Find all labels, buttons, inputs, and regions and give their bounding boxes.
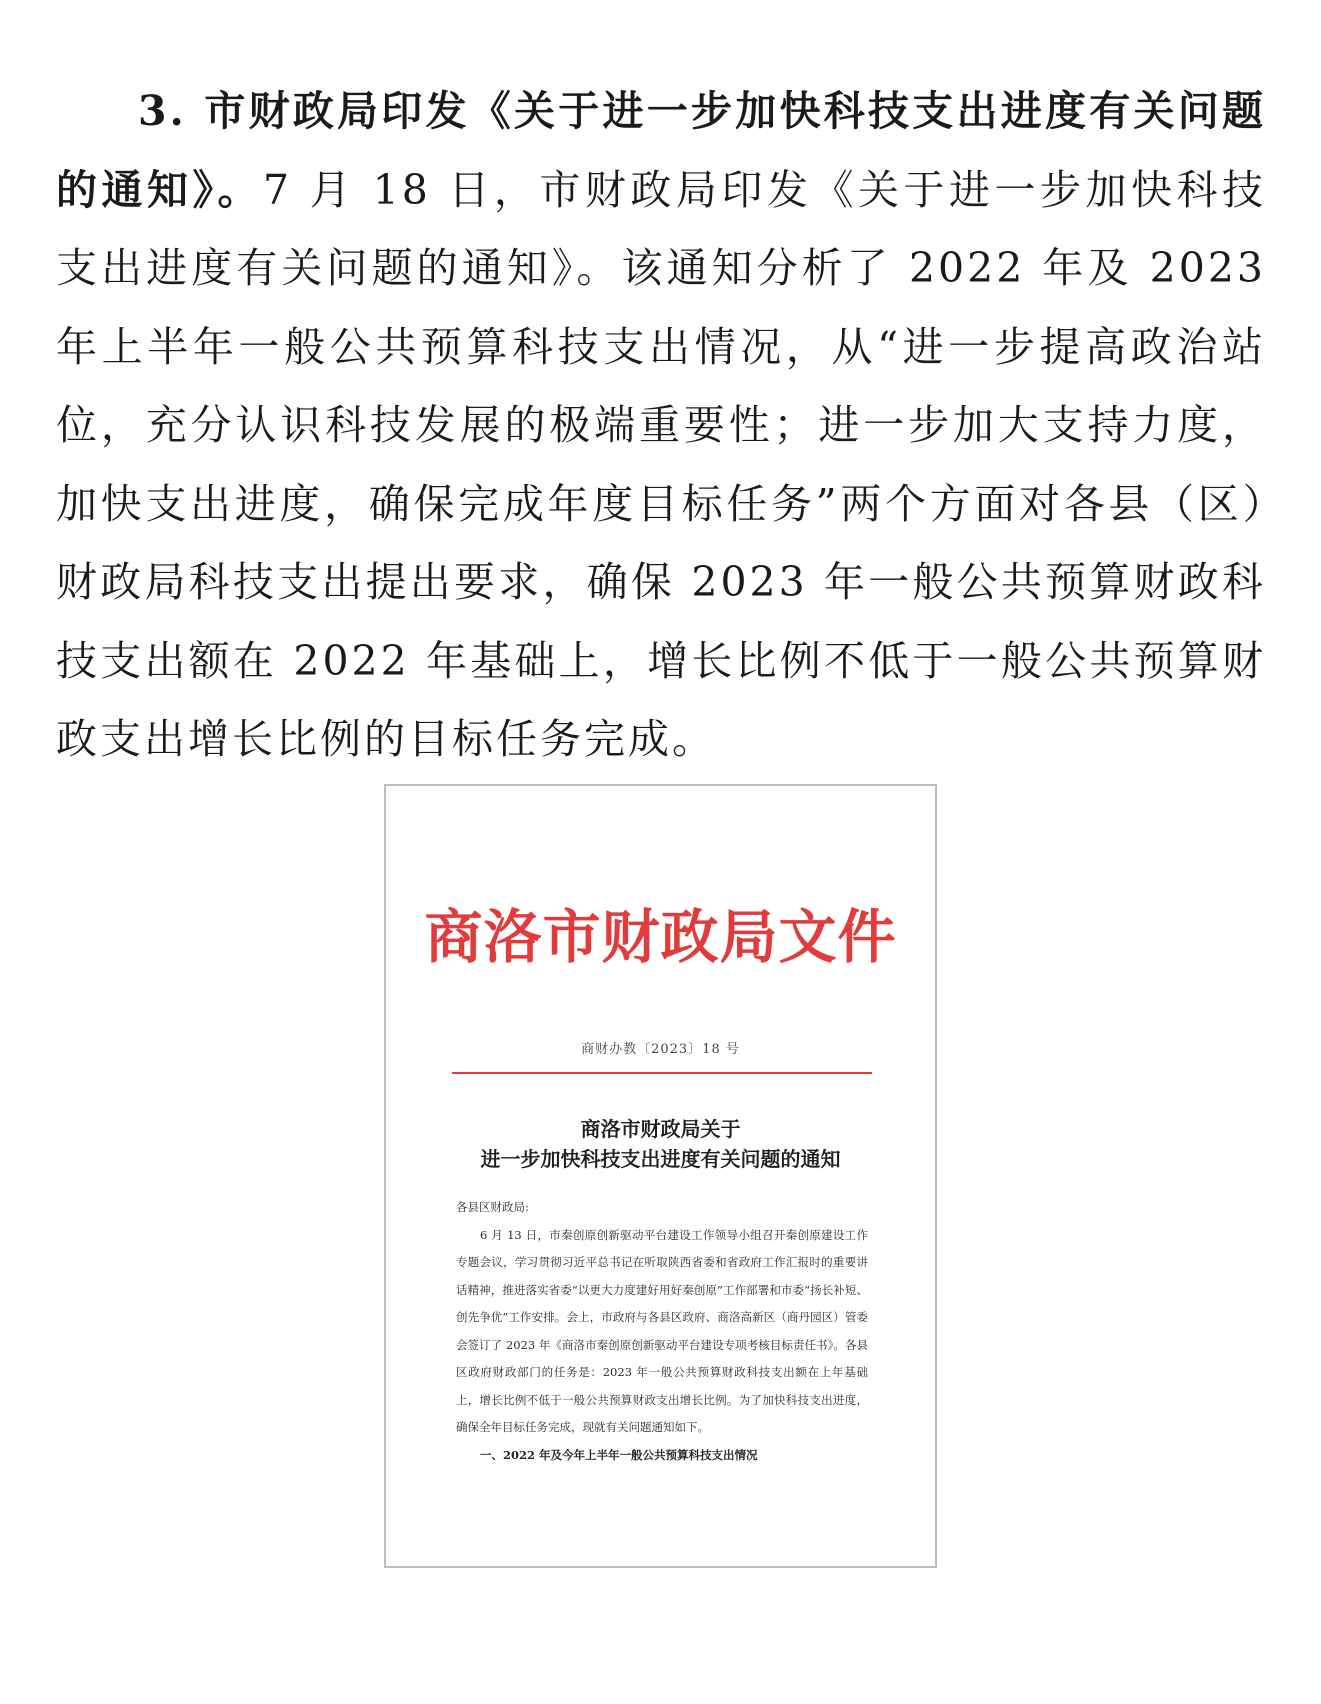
article-heading: 3. 市财政局印发《关于进一步加快科技支出进度有关问题的通知》。 (56, 87, 1266, 214)
document-title-line-1: 商洛市财政局关于 (580, 1117, 741, 1141)
document-number: 商财办教〔2023〕18 号 (581, 1042, 740, 1057)
document-section-heading: 一、2022 年及今年上半年一般公共预算科技支出情况 (480, 1447, 758, 1462)
article-body: 7 月 18 日，市财政局印发《关于进一步加快科技支出进度有关问题的通知》。该通知分析了 2022 年及 2023 年上半年一般公共预算科技支出情况，从“进一步提高政治站位，充分认识科技发展的极端重要性；进一步加大支持力度，加快支出进度，确保完成年度目标任务”两个方面对各县（区）财政局科技支出提出要求，确保 2023 年一般公共预算财政科技支出额在 2022 年基础上，增长比例不低于一般公共预算财政支出增长比例的目标任务完成。 (56, 165, 1266, 763)
document-scan-image (384, 784, 937, 1568)
document-title (386, 1114, 935, 1174)
red-divider-line (452, 1072, 872, 1074)
article-text (56, 72, 1266, 779)
article-paragraph (56, 72, 1266, 779)
document-title-line-2: 进一步加快科技支出进度有关问题的通知 (480, 1147, 841, 1171)
document-body (456, 1194, 868, 1469)
document-salutation: 各县区财政局: (456, 1200, 529, 1214)
document-paragraph: 6 月 13 日，市秦创原创新驱动平台建设工作领导小组召开秦创原建设工作专题会议，学习贯彻习近平总书记在听取陕西省委和省政府工作汇报时的重要讲话精神，推进落实省委“以更大力度建好用好秦创原”工作部署和市委“扬长补短、创先争优”工作安排。会上，市政府与各县区政府、商洛高新区（商丹园区）管委会签订了 2023 年《商洛市秦创原创新驱动平台建设专项考核目标责任书》。各县区政府财政部门的任务是：2023 年一般公共预算财政科技支出额在上年基础上，增长比例不低于一般公共预算财政支出增长比例。为了加快科技支出进度，确保全年目标任务完成，现就有关问题通知如下。 (456, 1227, 868, 1434)
document-header: 商洛市财政局文件 (424, 903, 897, 971)
